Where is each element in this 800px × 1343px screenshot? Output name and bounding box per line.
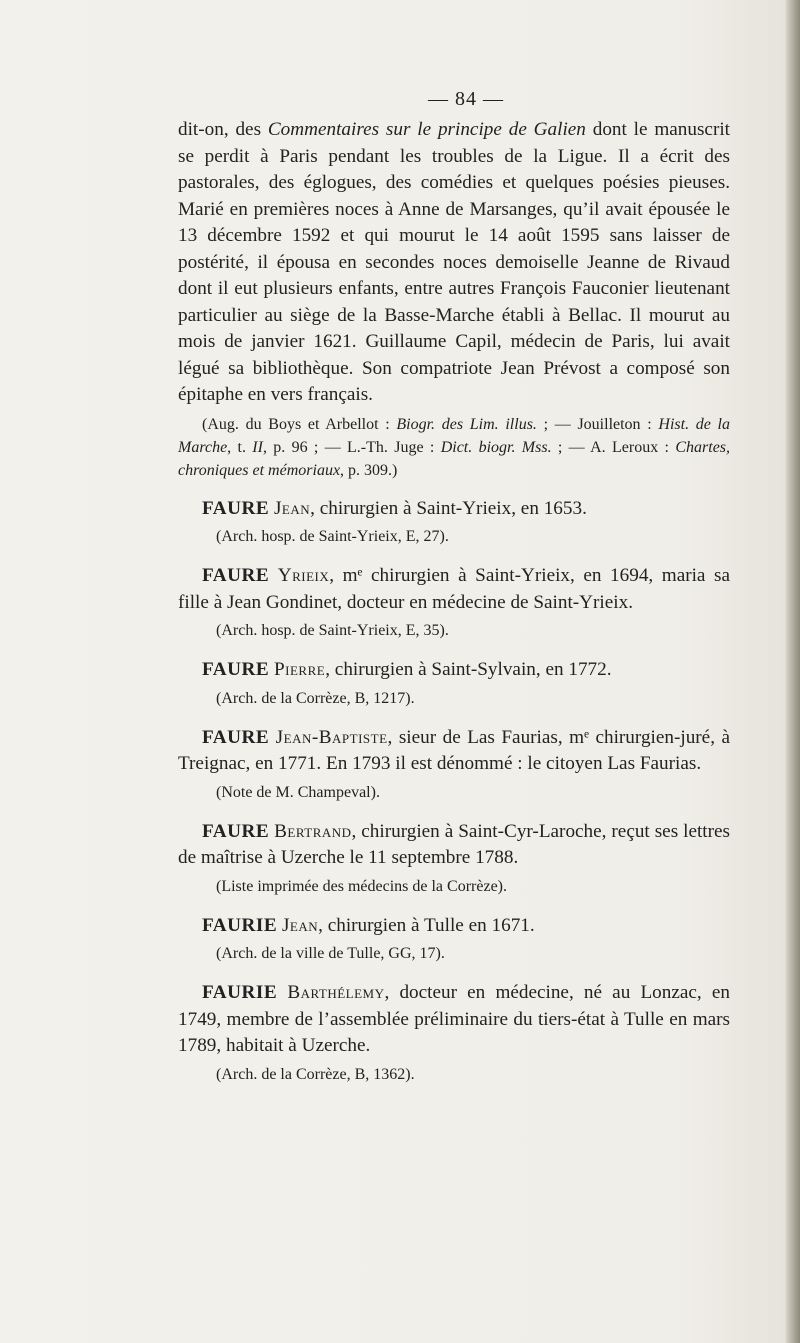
entry-text: FAURE Yrieix, mᵉ chirurgien à Saint-Yrieix, en 1694, maria sa fille à Jean Gondinet, docteur en médecine de Saint-Yrieix. xyxy=(178,565,730,613)
continuation-sources: (Aug. du Boys et Arbellot : Biogr. des Lim. illus. ; — Jouilleton : Hist. de la Marche, t. II, p. 96 ; — L.-Th. Juge : Dict. biogr. Mss. ; — A. Leroux : Chartes, chroniques et mémoriaux, p. 309.) xyxy=(178,415,731,479)
work-title: Commentaires sur le principe de Galien xyxy=(267,119,586,140)
entry xyxy=(178,563,730,643)
entry-surname: FAURIE xyxy=(202,914,278,936)
entry-surname: FAURE xyxy=(202,565,270,586)
entry xyxy=(178,496,730,550)
continuation-paragraph xyxy=(178,117,730,409)
entry-surname: FAURIE xyxy=(202,982,278,1003)
entry-forename: Jean-Baptiste xyxy=(275,726,388,748)
page-edge xyxy=(786,0,800,1343)
entry xyxy=(178,725,730,805)
entry-forename: Barthélemy xyxy=(287,982,385,1003)
entry-text: FAURE Bertrand, chirurgien à Saint-Cyr-Laroche, reçut ses lettres de maîtrise à Uzerche le 11 septembre 1788. xyxy=(178,820,730,868)
entry-surname: FAURE xyxy=(202,820,270,842)
entry-text: FAURE Pierre, chirurgien à Saint-Sylvain, en 1772. xyxy=(202,659,612,680)
entry-source: (Arch. de la Corrèze, B, 1362). xyxy=(216,1065,415,1083)
entry-text: FAURIE Barthélemy, docteur en médecine, né au Lonzac, en 1749, membre de l’assemblée préliminaire du tiers-état à Tulle en mars 1789, habitait à Uzerche. xyxy=(178,982,730,1056)
entry-forename: Bertrand xyxy=(274,820,352,842)
entry-forename: Pierre xyxy=(273,659,326,680)
entry-surname: FAURE xyxy=(202,659,270,680)
continuation-text-start: dit-on, des xyxy=(178,119,268,140)
entry xyxy=(178,980,730,1087)
entry-source: (Arch. de la ville de Tulle, GG, 17). xyxy=(216,945,445,962)
entry-source: (Arch. hosp. de Saint-Yrieix, E, 35). xyxy=(216,622,449,639)
entry-surname: FAURE xyxy=(202,726,270,748)
page-content xyxy=(178,88,730,1087)
entry-forename: Jean xyxy=(273,497,311,519)
entry xyxy=(178,657,730,711)
entry-text: FAURE Jean, chirurgien à Saint-Yrieix, en 1653. xyxy=(202,497,587,519)
entry-forename: Jean xyxy=(281,914,319,936)
entry-text: FAURE Jean-Baptiste, sieur de Las Faurias, mᵉ chirurgien-juré, à Treignac, en 1771. En 1793 il est dénommé : le citoyen Las Faurias. xyxy=(178,726,730,774)
entry-surname: FAURE xyxy=(202,497,270,519)
entry-source: (Note de M. Champeval). xyxy=(216,783,380,801)
entry-source: (Arch. de la Corrèze, B, 1217). xyxy=(216,689,415,707)
entry-text: FAURIE Jean, chirurgien à Tulle en 1671. xyxy=(202,914,535,936)
entry xyxy=(178,819,730,899)
entry-source: (Arch. hosp. de Saint-Yrieix, E, 27). xyxy=(216,528,449,545)
entry-forename: Yrieix xyxy=(277,565,330,586)
page-number: — 84 — xyxy=(428,88,504,110)
entry xyxy=(178,913,730,967)
entry-source: (Liste imprimée des médecins de la Corrèze). xyxy=(216,877,507,895)
continuation-text-rest: dont le manuscrit se perdit à Paris pendant les troubles de la Ligue. Il a écrit des pastorales, des églogues, des comédies et quelques poésies pieuses. Marié en premières noces à Anne de Marsanges, qu’il avait épousée le 13 décembre 1592 et qui mourut le 14 août 1595 sans laisser de postérité, il épousa en secondes noces demoiselle Jeanne de Rivaud dont il eut plusieurs enfants, entre autres François Fauconier lieutenant particulier au siège de la Basse-Marche établi à Bellac. Il mourut au mois de janvier 1621. Guillaume Capil, médecin de Paris, lui avait légué sa bibliothèque. Son compatriote Jean Prévost a composé son épitaphe en vers français. xyxy=(178,119,731,405)
